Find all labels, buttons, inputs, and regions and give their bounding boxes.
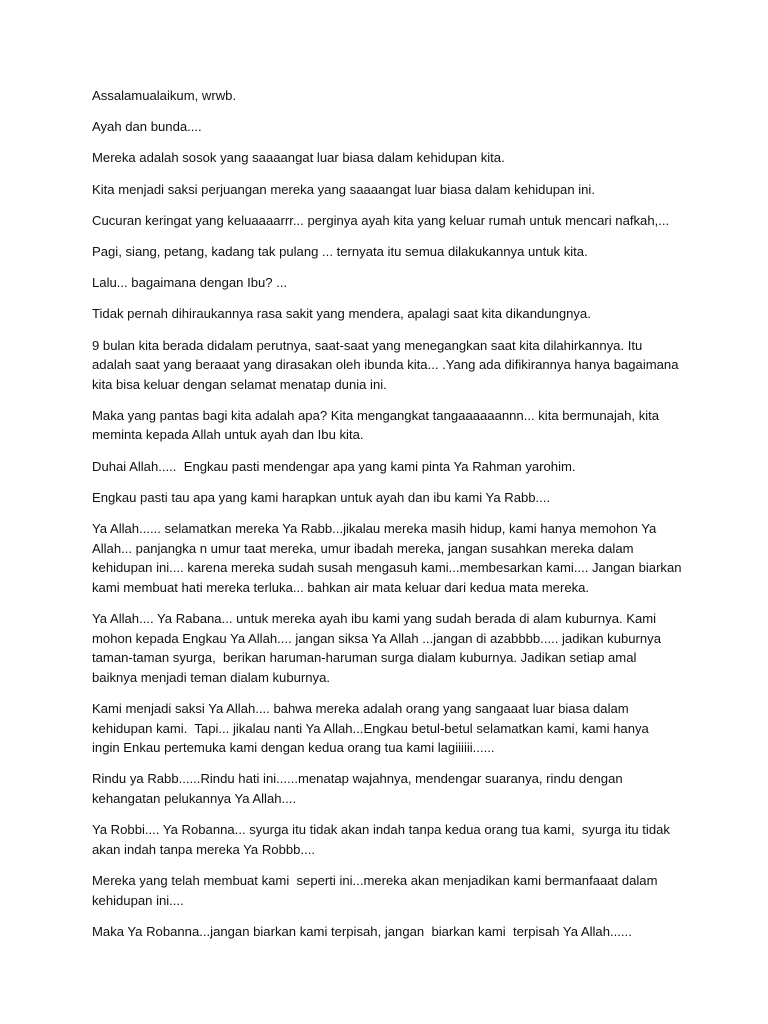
text-line: Duhai Allah..... Engkau pasti mendengar apa yang kami pinta Ya Rahman yarohim.	[92, 458, 576, 474]
text-line: Tidak pernah dihiraukannya rasa sakit yang mendera, apalagi saat kita dikandungnya.	[92, 306, 591, 322]
paragraph	[92, 609, 682, 687]
text-line: Mereka yang telah membuat kami seperti ini...mereka akan menjadikan kami bermanfaaat dalam	[92, 872, 658, 888]
paragraph	[92, 922, 682, 942]
text-line: Maka Ya Robanna...jangan biarkan kami terpisah, jangan biarkan kami terpisah Ya Allah......	[92, 923, 632, 939]
text-line: meminta kepada Allah untuk ayah dan Ibu kita.	[92, 427, 364, 443]
text-line: Ayah dan bunda....	[92, 119, 202, 135]
text-line: kehidupan ini.... karena mereka sudah susah mengasuh kami...membesarkan kami.... Jangan biarkan	[92, 560, 682, 576]
text-line: kehidupan kami. Tapi... jikalau nanti Ya Allah...Engkau betul-betul selamatkan kami, kami hanya	[92, 720, 649, 736]
paragraph	[92, 820, 682, 859]
text-line: Allah... panjangka n umur taat mereka, umur ibadah mereka, jangan susahkan mereka dalam	[92, 540, 634, 556]
paragraph	[92, 871, 682, 910]
text-line: Ya Allah.... Ya Rabana... untuk mereka ayah ibu kami yang sudah berada di alam kuburnya. Kami	[92, 611, 657, 626]
paragraph	[92, 148, 682, 168]
paragraph	[92, 273, 682, 293]
text-line: 9 bulan kita berada didalam perutnya, saat-saat yang menegangkan saat kita dilahirkannya. Itu	[92, 337, 643, 353]
text-line: taman-taman syurga, berikan haruman-haruman surga dialam kuburnya. Jadikan setiap amal	[92, 650, 637, 666]
text-line: kehangatan pelukannya Ya Allah....	[92, 790, 297, 806]
text-line: kita bisa keluar dengan selamat menatap dunia ini.	[92, 376, 387, 392]
text-line: Engkau pasti tau apa yang kami harapkan untuk ayah dan ibu kami Ya Rabb....	[92, 489, 551, 505]
paragraph	[92, 304, 682, 324]
paragraph	[92, 86, 682, 106]
text-line: ingin Enkau pertemuka kami dengan kedua orang tua kami lagiiiiii......	[92, 740, 495, 756]
text-line: Pagi, siang, petang, kadang tak pulang ... ternyata itu semua dilakukannya untuk kita.	[92, 243, 588, 259]
text-line: akan indah tanpa mereka Ya Robbb....	[92, 841, 315, 857]
paragraph	[92, 769, 682, 808]
text-line: Lalu... bagaimana dengan Ibu? ...	[92, 275, 288, 291]
text-line: kehidupan ini....	[92, 892, 184, 908]
text-line: mohon kepada Engkau Ya Allah.... jangan siksa Ya Allah ...jangan di azabbbb..... jadikan kuburnya	[92, 630, 662, 646]
text-line: Rindu ya Rabb......Rindu hati ini......menatap wajahnya, mendengar suaranya, rindu dengan	[92, 771, 623, 787]
paragraph	[92, 699, 682, 758]
text-line: Mereka adalah sosok yang saaaangat luar biasa dalam kehidupan kita.	[92, 150, 505, 166]
paragraph	[92, 406, 682, 445]
paragraph	[92, 488, 682, 508]
text-line: adalah saat yang beraaat yang dirasakan oleh ibunda kita... .Yang ada difikirannya hanya bagaimana	[92, 357, 679, 373]
paragraph	[92, 242, 682, 262]
paragraph	[92, 519, 682, 597]
text-line: Ya Robbi.... Ya Robanna... syurga itu tidak akan indah tanpa kedua orang tua kami, syurga itu tidak	[92, 822, 670, 838]
paragraph	[92, 117, 682, 137]
text-line: Assalamualaikum, wrwb.	[92, 88, 237, 103]
text-line: kami membuat hati mereka terluka... bahkan air mata keluar dari kedua mata mereka.	[92, 579, 590, 595]
text-line: Maka yang pantas bagi kita adalah apa? Kita mengangkat tangaaaaaannn... kita bermunajah, kita	[92, 407, 660, 423]
paragraph	[92, 211, 682, 231]
paragraph	[92, 336, 682, 395]
text-line: Kami menjadi saksi Ya Allah.... bahwa mereka adalah orang yang sangaaat luar biasa dalam	[92, 700, 629, 716]
text-line: Cucuran keringat yang keluaaaarrr... perginya ayah kita yang keluar rumah untuk mencari nafkah,...	[92, 212, 670, 228]
paragraph	[92, 180, 682, 200]
paragraph	[92, 457, 682, 477]
text-line: baiknya menjadi teman dialam kuburnya.	[92, 669, 331, 685]
text-line: Ya Allah...... selamatkan mereka Ya Rabb...jikalau mereka masih hidup, kami hanya memohon Ya	[92, 521, 657, 537]
text-line: Kita menjadi saksi perjuangan mereka yang saaaangat luar biasa dalam kehidupan ini.	[92, 181, 595, 197]
document-body	[92, 86, 682, 953]
